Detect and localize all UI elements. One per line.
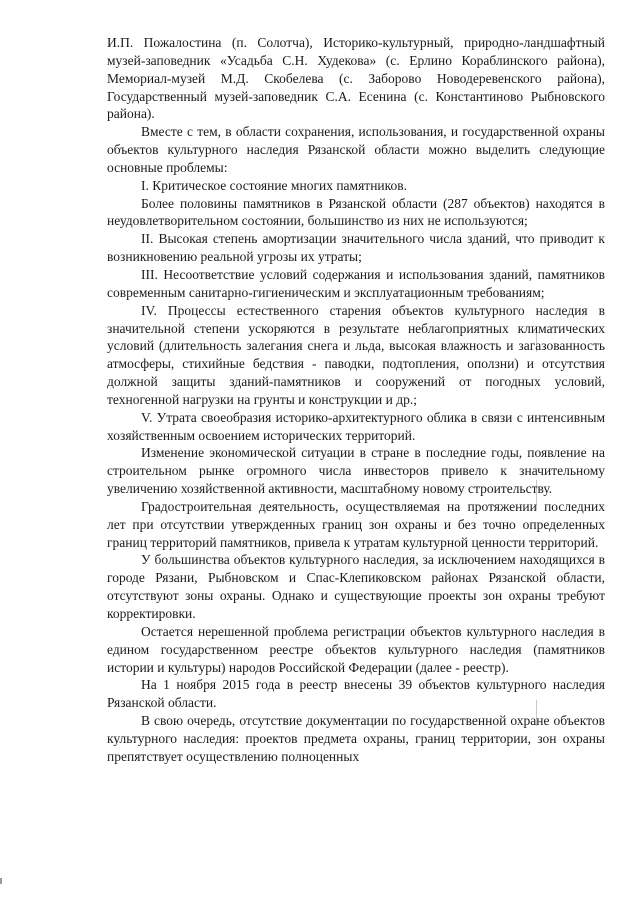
paragraph-problem-5: V. Утрата своеобразия историко-архитектурного облика в связи с интенсивным хозяйственным освоением исторических территорий. [107,409,605,443]
paragraph-museum-list-continuation: И.П. Пожалостина (п. Солотча), Историко-культурный, природно-ландшафтный музей-заповедник «Усадьба С.Н. Худекова» (с. Ерлино Кораблинского района), Мемориал-музей М.Д. Скобелева (с. Заборово Новодеревенского района), Государственный музей-заповедник С.А. Есенина (с. Константиново Рыбновского района). [107,35,605,122]
paragraph-problems-intro: Вместе с тем, в области сохранения, использования, и государственной охраны объектов культурного наследия Рязанской области можно выделить следующие основные проблемы: [107,124,605,175]
paragraph-problem-3: III. Несоответствие условий содержания и использования зданий, памятников современным санитарно-гигиеническим и эксплуатационным требованиям; [107,266,605,300]
paragraph-problem-4: IV. Процессы естественного старения объектов культурного наследия в значительной степени ускоряются в результате неблагоприятных климатических условий (длительность залегания снега и льда, высокая влажность и загазованность атмосферы, стихийные бедствия - паводки, подтопления, оползни) и отсутствия должной защиты зданий-памятников и сооружений от погодных условий, техногенной нагрузки на грунты и конструкции и др.; [107,302,605,407]
paragraph-economic-situation: Изменение экономической ситуации в стране в последние годы, появление на строительном рынке огромного числа инвесторов привело к значительному увеличению хозяйственной активности, масштабному новому строительству. [107,445,605,497]
paragraph-problem-1: I. Критическое состояние многих памятников. [141,177,408,193]
paragraph-registry-count: На 1 ноября 2015 года в реестр внесены 39 объектов культурного наследия Рязанской области. [107,677,605,711]
paragraph-documentation: В свою очередь, отсутствие документации по государственной охране объектов культурного наследия: проектов предмета охраны, границ территории, зон охраны препятствует осуществлению полноценных [107,713,605,764]
paragraph-protection-zones: У большинства объектов культурного наследия, за исключением находящихся в городе Рязани, Рыбновском и Спас-Клепиковском районах Рязанской области, отсутствуют зоны охраны. Однако и существующие проекты зон охраны требуют корректировки. [107,552,605,621]
document-body [107,34,605,766]
paragraph-registration: Остается нерешенной проблема регистрации объектов культурного наследия в едином государственном реестре объектов культурного наследия (памятников истории и культуры) народов Российской Федерации (далее - реестр). [107,623,605,675]
paragraph-problem-1-detail: Более половины памятников в Рязанской области (287 объектов) находятся в неудовлетворительном состоянии, большинство из них не используются; [107,195,605,229]
paragraph-urban-construction: Градостроительная деятельность, осуществляемая на протяжении последних лет при отсутствии утвержденных границ зон охраны и без точно определенных границ территорий памятников, привела к утратам культурной ценности территорий. [107,498,605,550]
scan-edge-mark [0,878,2,884]
paragraph-problem-2: II. Высокая степень амортизации значительного числа зданий, что приводит к возникновению реальной угрозы их утраты; [107,231,605,265]
